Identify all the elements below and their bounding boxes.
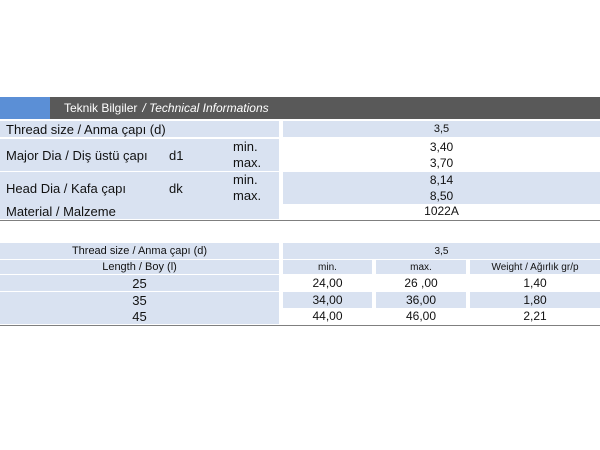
dim-row-length: 25 bbox=[0, 275, 279, 291]
header-accent bbox=[0, 97, 50, 119]
tech-row-major-symbol: d1 bbox=[169, 147, 184, 163]
dim-row-weight: 1,80 bbox=[470, 292, 600, 308]
dim-row-min: 24,00 bbox=[312, 276, 343, 290]
tech-row-major-label: Major Dia / Diş üstü çapı d1 bbox=[0, 139, 279, 171]
tech-row-head-max-value: 8,50 bbox=[283, 188, 600, 204]
tech-row-major-max-label: max. bbox=[233, 155, 262, 170]
dim-row-max: 36,00 bbox=[376, 292, 466, 308]
tech-row-head-min-label: min. bbox=[233, 172, 258, 187]
tech-row-major-max-value: 3,70 bbox=[429, 156, 454, 170]
dim-col-max: max. bbox=[376, 260, 466, 274]
dim-col-weight: Weight / Ağırlık gr/p bbox=[470, 260, 600, 274]
header-subtitle-text: / Technical Informations bbox=[142, 101, 269, 115]
header-title bbox=[50, 97, 600, 119]
dim-col-min: min. bbox=[283, 260, 372, 274]
tech-row-head-min-value: 8,14 bbox=[283, 172, 600, 188]
header-bar bbox=[0, 97, 600, 119]
tech-row-material-label: Material / Malzeme bbox=[0, 203, 279, 219]
dim-row-length: 45 bbox=[0, 308, 279, 324]
tech-row-material-value: 1022A bbox=[424, 204, 459, 218]
dim-row-min: 44,00 bbox=[312, 309, 343, 323]
tech-row-thread-label: Thread size / Anma çapı (d) bbox=[0, 121, 279, 137]
dim-col-length: Length / Boy (l) bbox=[0, 260, 279, 274]
dim-thread-label: Thread size / Anma çapı (d) bbox=[0, 243, 279, 259]
tech-table-bottom-rule bbox=[0, 220, 600, 221]
dim-row-max: 26 ,00 bbox=[404, 276, 438, 290]
tech-row-head-max-label: max. bbox=[233, 188, 262, 203]
dim-row-weight: 1,40 bbox=[523, 276, 547, 290]
header-title-text: Teknik Bilgiler bbox=[64, 101, 138, 115]
dim-table-bottom-rule bbox=[0, 325, 600, 326]
tech-row-head-symbol: dk bbox=[169, 180, 183, 196]
dim-row-max: 46,00 bbox=[405, 309, 437, 323]
tech-row-head-label: Head Dia / Kafa çapı dk bbox=[0, 172, 279, 204]
tech-row-thread-value: 3,5 bbox=[283, 121, 600, 137]
tech-row-major-min-label: min. bbox=[233, 139, 258, 154]
dim-thread-value: 3,5 bbox=[283, 243, 600, 259]
tech-row-major-min-value: 3,40 bbox=[429, 140, 454, 154]
dim-row-weight: 2,21 bbox=[523, 309, 547, 323]
dim-row-length: 35 bbox=[0, 292, 279, 308]
dim-row-min: 34,00 bbox=[283, 292, 372, 308]
